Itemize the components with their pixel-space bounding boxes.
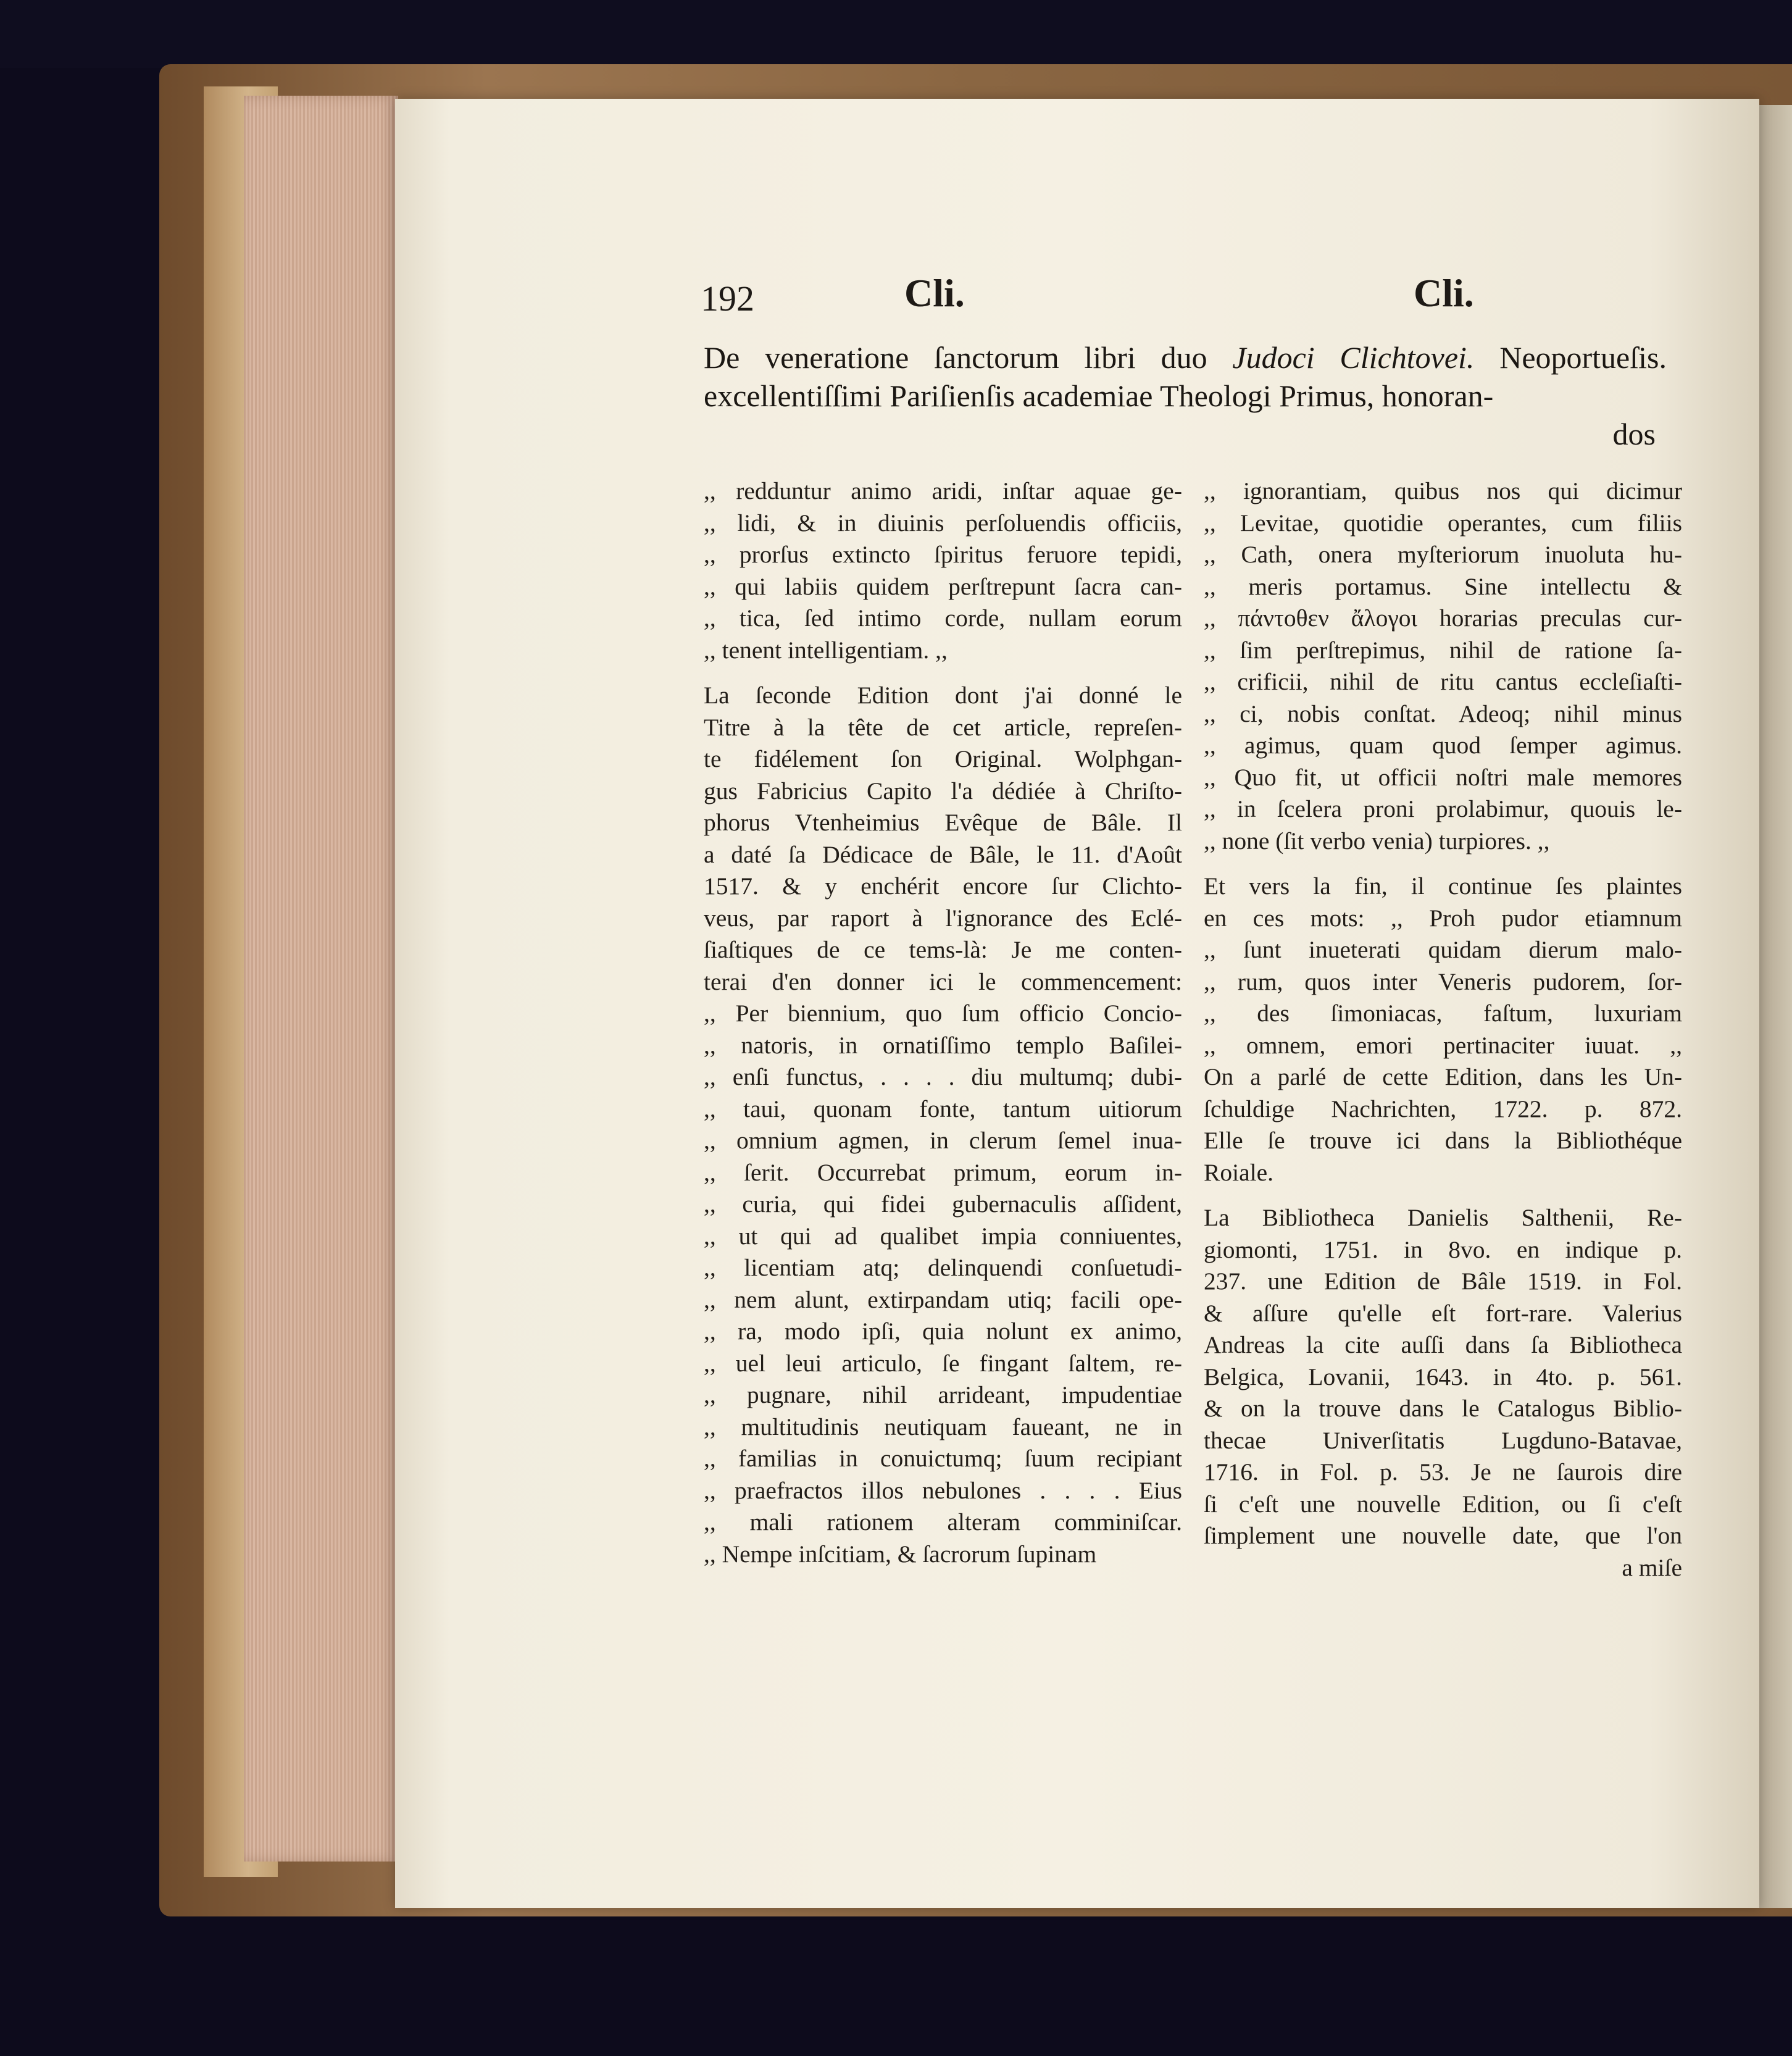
text-line: ,, redduntur animo aridi, inſtar aquae ge- [704, 477, 1182, 504]
text-line: ,, Per biennium, quo ſum officio Concio- [704, 1000, 1182, 1027]
text-line: te fidélement ſon Original. Wolphgan- [704, 745, 1182, 772]
text-line: On a parlé de cette Edition, dans les Un- [1204, 1063, 1682, 1090]
text-line: ,, omnium agmen, in clerum ſemel inua- [704, 1127, 1182, 1154]
text-line: ſchuldige Nachrichten, 1722. p. 872. [1204, 1095, 1682, 1122]
text-line: phorus Vtenheimius Evêque de Bâle. Il [704, 809, 1182, 836]
title-author: Judoci Clichtovei. [1232, 340, 1475, 375]
text-line: ,, licentiam atq; delinquendi conſuetudi- [704, 1254, 1182, 1281]
text-line: ,, qui labiis quidem perſtrepunt ſacra can- [704, 572, 1182, 600]
text-line: ,, uel leui articulo, ſe fingant ſaltem, re- [704, 1349, 1182, 1377]
text-line: La Bibliotheca Danielis Salthenii, Re- [1204, 1204, 1682, 1231]
text-line: ,, omnem, emori pertinaciter iuuat. ,, [1204, 1031, 1682, 1059]
text-line: ,, multitudinis neutiquam faueant, ne in [704, 1413, 1182, 1440]
text-line: ſimplement une nouvelle date, que l'on [1204, 1522, 1682, 1549]
text-line: Belgica, Lovanii, 1643. in 4to. p. 561. [1204, 1363, 1682, 1390]
text-line: La ſeconde Edition dont j'ai donné le [704, 682, 1182, 709]
text-line: ,, nem alunt, extirpandam utiq; facili ope- [704, 1285, 1182, 1313]
text-line: ,, lidi, & in diuinis perſoluendis officiis, [704, 509, 1182, 537]
text-line: giomonti, 1751. in 8vo. en indique p. [1204, 1235, 1682, 1263]
page-edges [244, 96, 398, 1862]
text-line: Titre à la tête de cet article, repreſen- [704, 713, 1182, 741]
text-line: ,, enſi functus, . . . . diu multumq; dubi- [704, 1063, 1182, 1090]
text-line: veus, par raport à l'ignorance des Eclé- [704, 904, 1182, 932]
text-line: ,, ſerit. Occurrebat primum, eorum in- [704, 1158, 1182, 1186]
text-line: ,, ra, modo ipſi, quia nolunt ex animo, [704, 1318, 1182, 1345]
text-line: ,, meris portamus. Sine intellectu & [1204, 572, 1682, 600]
paragraph-gap [1204, 857, 1682, 871]
text-line: Andreas la cite auſſi dans ſa Bibliotheca [1204, 1331, 1682, 1358]
text-line: ,, Nempe inſcitiam, & ſacrorum ſupinam [704, 1540, 1097, 1568]
text-line: ,, none (ſit verbo venia) turpiores. ,, [1204, 827, 1550, 855]
text-line: ,, ignorantiam, quibus nos qui dicimur [1204, 477, 1682, 504]
text-line: ,, familias in conuictumq; ſuum recipiant [704, 1445, 1182, 1472]
title-catchword: dos [1612, 417, 1656, 451]
text-line: a daté ſa Dédicace de Bâle, le 11. d'Août [704, 840, 1182, 868]
text-line: a miſe [1622, 1553, 1682, 1581]
text-line: ſiaſtiques de ce tems-là: Je me conten- [704, 936, 1182, 963]
text-line: terai d'en donner ici le commencement: [704, 967, 1182, 995]
entry-title [704, 338, 1667, 453]
text-line: ,, rum, quos inter Veneris pudorem, ſor- [1204, 967, 1682, 995]
paragraph-gap [1204, 1189, 1682, 1202]
text-line: ,, tica, ſed intimo corde, nullam eorum [704, 604, 1182, 632]
left-heading: Cli. [904, 271, 965, 315]
text-line: ſi c'eſt une nouvelle Edition, ou ſi c'eſt [1204, 1490, 1682, 1518]
text-line: gus Fabricius Capito l'a dédiée à Chriſto- [704, 777, 1182, 804]
text-line: ,, des ſimoniacas, faſtum, luxuriam [1204, 1000, 1682, 1027]
text-line: ,, Levitae, quotidie operantes, cum filiis [1204, 509, 1682, 537]
text-line: 1517. & y enchérit encore ſur Clichto- [704, 872, 1182, 900]
right-heading: Cli. [1414, 271, 1474, 315]
text-line: 1716. in Fol. p. 53. Je ne ſaurois dire [1204, 1458, 1682, 1486]
text-line: ,, crificii, nihil de ritu cantus eccleſiaſti- [1204, 668, 1682, 695]
text-line: ,, mali rationem alteram comminiſcar. [704, 1508, 1182, 1536]
text-line: thecae Univerſitatis Lugduno-Batavae, [1204, 1426, 1682, 1454]
text-line: 237. une Edition de Bâle 1519. in Fol. [1204, 1268, 1682, 1295]
left-column [704, 475, 1182, 1570]
background-bottom [0, 1920, 1792, 2056]
text-line: ,, πάντοθεν ἄλογοι horarias preculas cur- [1204, 604, 1682, 632]
text-line: ,, praefractos illos nebulones . . . . Eius [704, 1476, 1182, 1504]
text-line: en ces mots: ,, Proh pudor etiamnum [1204, 904, 1682, 932]
text-line: ,, ci, nobis conſtat. Adeoq; nihil minus [1204, 700, 1682, 727]
title-text-2: Neoportueſis. excellentiſſimi Pariſienſis academiae Theologi Primus, honoran- [704, 340, 1667, 413]
text-line: ,, natoris, in ornatiſſimo templo Baſilei- [704, 1031, 1182, 1059]
page-number: 192 [701, 278, 754, 319]
text-line: ,, ſunt inueterati quidam dierum malo- [1204, 936, 1682, 963]
text-line: ,, in ſcelera proni prolabimur, quouis le- [1204, 795, 1682, 822]
text-line: ,, taui, quonam fonte, tantum uitiorum [704, 1095, 1182, 1122]
right-column [1204, 475, 1682, 1584]
paragraph-gap [704, 666, 1182, 680]
text-line: ,, prorſus extincto ſpiritus feruore tepidi, [704, 541, 1182, 568]
text-line: & aſſure qu'elle eſt fort-rare. Valerius [1204, 1299, 1682, 1327]
text-line: Roiale. [1204, 1158, 1273, 1186]
text-line: ,, Quo fit, ut officii noſtri male memores [1204, 763, 1682, 791]
text-line: ,, Cath, onera myſteriorum inuoluta hu- [1204, 541, 1682, 568]
text-line: ,, tenent intelligentiam. ,, [704, 636, 948, 664]
text-line: ,, curia, qui fidei gubernaculis aſſident, [704, 1190, 1182, 1218]
text-line: Elle ſe trouve ici dans la Bibliothéque [1204, 1127, 1682, 1154]
background-top [0, 0, 1792, 68]
text-line: Et vers la fin, il continue ſes plaintes [1204, 872, 1682, 900]
text-line: & on la trouve dans le Catalogus Biblio- [1204, 1395, 1682, 1422]
text-line: ,, agimus, quam quod ſemper agimus. [1204, 732, 1682, 759]
running-header [691, 270, 1679, 320]
text-line: ,, ut qui ad qualibet impia conniuentes, [704, 1222, 1182, 1250]
title-text: De veneratione ſanctorum libri duo [704, 340, 1233, 375]
text-line: ,, ſim perſtrepimus, nihil de ratione ſa- [1204, 636, 1682, 664]
text-line: ,, pugnare, nihil arrideant, impudentiae [704, 1381, 1182, 1408]
